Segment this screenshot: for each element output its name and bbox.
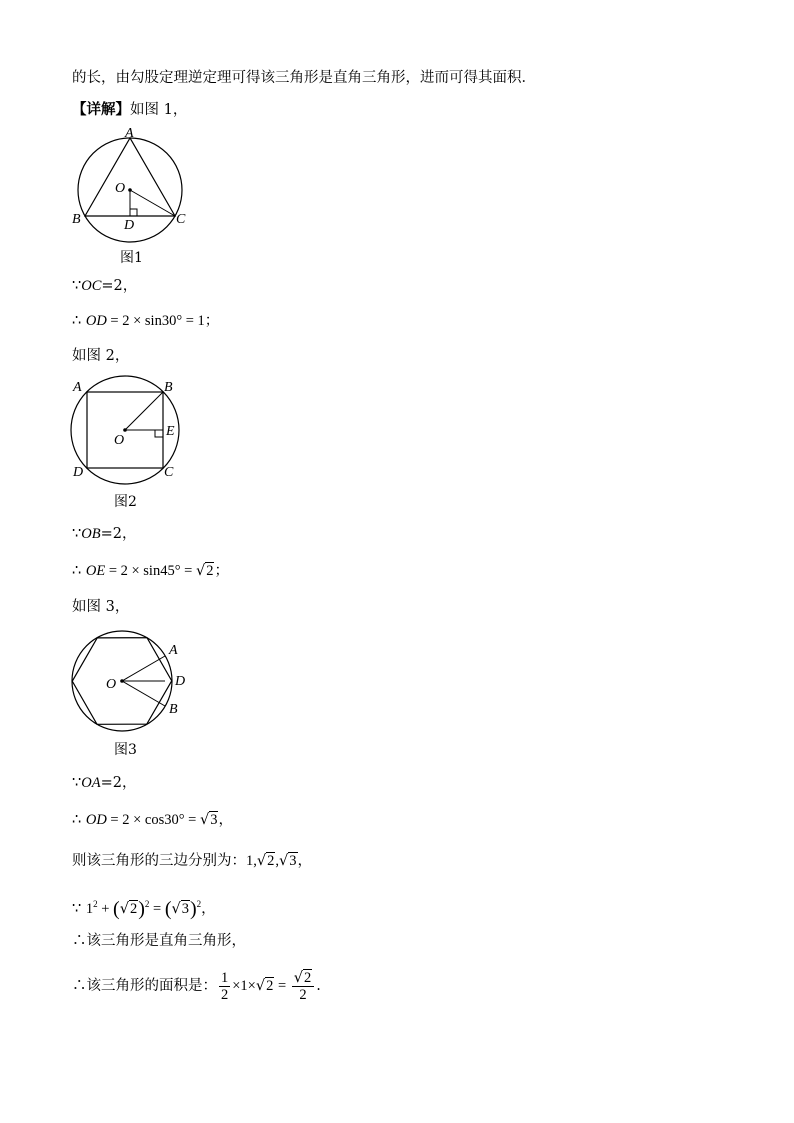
- radicand-2: 2: [129, 900, 138, 917]
- fig3-intro: 如图 3，: [72, 599, 130, 615]
- radical-icon: √: [255, 978, 266, 994]
- step1a: [72, 276, 137, 296]
- figure-1-diagram: [70, 125, 210, 245]
- fig1-label-o: O: [115, 181, 126, 196]
- radical-icon: √: [293, 970, 304, 986]
- because-symbol: ∵: [72, 775, 82, 791]
- equals: =: [149, 900, 165, 917]
- var-ob: OB: [81, 526, 101, 542]
- side-2-radicand: 2: [267, 853, 275, 869]
- figure-2-diagram: [60, 374, 200, 489]
- expr-oe: = 2 × sin45° =: [105, 563, 196, 579]
- step3b: [72, 810, 233, 830]
- detail-label: 【详解】: [72, 101, 130, 118]
- numerator: 1: [221, 969, 229, 986]
- detail-text: 如图 1，: [130, 102, 188, 118]
- end-punct: ，: [218, 812, 233, 828]
- radical-icon: √: [119, 900, 129, 917]
- fig2-label-e: E: [166, 424, 175, 439]
- fig1-label-d: D: [124, 218, 135, 233]
- figure-3: [62, 625, 202, 739]
- side-1: 1,: [246, 853, 257, 869]
- equals: =: [274, 978, 290, 994]
- fraction-result: [292, 969, 315, 1003]
- times-one-times: ×1×: [232, 978, 256, 994]
- radicand-3: 3: [181, 900, 189, 917]
- end-punct: ，: [297, 853, 312, 869]
- one: 1: [85, 900, 94, 917]
- figure-3-diagram: [62, 625, 202, 735]
- pyth-line: [72, 891, 216, 922]
- radical-icon: √: [195, 563, 206, 579]
- square-exp: 2: [93, 899, 98, 909]
- end-punct: ；: [214, 563, 229, 579]
- because-symbol: ∵: [72, 526, 82, 542]
- square-exp: 2: [144, 899, 150, 909]
- figure-1-caption: 图1: [120, 250, 143, 266]
- step1b: [72, 311, 219, 331]
- fig2-label-d: D: [73, 465, 84, 480]
- step2b: [72, 561, 229, 581]
- fig1-label-b: B: [72, 212, 81, 227]
- var-oc: OC: [81, 278, 102, 294]
- step2a: [72, 524, 136, 544]
- figure-3-caption: 图3: [114, 742, 137, 758]
- left-paren: (: [113, 897, 120, 920]
- right-paren: ): [138, 897, 145, 920]
- radical-icon: √: [171, 900, 181, 917]
- val-oc: =2，: [101, 278, 138, 294]
- radicand: 3: [210, 812, 218, 828]
- fig3-label-d: D: [175, 674, 186, 689]
- fig2-intro: 如图 2，: [72, 348, 130, 364]
- right-paren: ): [189, 897, 197, 920]
- fig3-label-a: A: [169, 643, 178, 658]
- lhs-od: OD: [85, 313, 107, 329]
- because-symbol: ∵: [72, 900, 82, 917]
- right-triangle-line: ∴该三角形是直角三角形，: [72, 933, 246, 949]
- step3a: [72, 773, 136, 793]
- denominator: 2: [221, 986, 229, 1003]
- expr-od: = 2 × sin30° = 1；: [106, 313, 220, 329]
- radicand: 2: [266, 978, 274, 994]
- intro-text: 的长，由勾股定理逆定理可得该三角形是直角三角形，进而可得其面积．: [72, 70, 536, 86]
- lhs-oe: OE: [85, 563, 106, 579]
- figure-2-caption: 图2: [114, 494, 137, 510]
- figure-1: [70, 125, 210, 249]
- val-oa: =2，: [100, 775, 137, 791]
- fig1-label-a: A: [125, 126, 134, 141]
- denominator: 2: [299, 987, 307, 1003]
- fig2-label-o: O: [114, 433, 125, 448]
- fraction-half: [219, 970, 230, 1003]
- area-text: ∴该三角形的面积是：: [72, 978, 217, 994]
- expr-od: = 2 × cos30° =: [106, 812, 200, 828]
- figure-2: [60, 374, 200, 493]
- radical-icon: √: [279, 853, 289, 869]
- detail-line: [72, 100, 187, 120]
- plus: +: [97, 900, 114, 917]
- numerator-radicand: 2: [304, 970, 312, 986]
- fig2-label-b: B: [164, 380, 173, 395]
- sides-line: [72, 851, 312, 871]
- square-exp: 2: [196, 899, 202, 909]
- fig1-label-c: C: [176, 212, 186, 227]
- radical-icon: √: [199, 812, 210, 828]
- fig2-label-a: A: [73, 380, 82, 395]
- end-punct: .: [316, 978, 321, 994]
- sides-text: 则该三角形的三边分别为：: [72, 853, 246, 869]
- var-oa: OA: [81, 775, 101, 791]
- left-paren: (: [164, 897, 172, 920]
- fig3-label-o: O: [106, 677, 117, 692]
- val-ob: =2，: [100, 526, 137, 542]
- fig2-label-c: C: [164, 465, 174, 480]
- fig3-label-b: B: [169, 702, 178, 717]
- end-punct: ，: [201, 900, 216, 917]
- because-symbol: ∵: [72, 278, 82, 294]
- side-3-radicand: 3: [289, 853, 297, 869]
- radical-icon: √: [256, 853, 267, 869]
- comma: ,: [275, 853, 279, 869]
- radicand: 2: [206, 563, 214, 579]
- therefore-symbol: ∴: [72, 563, 82, 579]
- numerator: [292, 969, 315, 987]
- therefore-symbol: ∴: [72, 313, 82, 329]
- therefore-symbol: ∴: [72, 812, 82, 828]
- lhs-od: OD: [85, 812, 107, 828]
- area-line: [72, 966, 321, 1006]
